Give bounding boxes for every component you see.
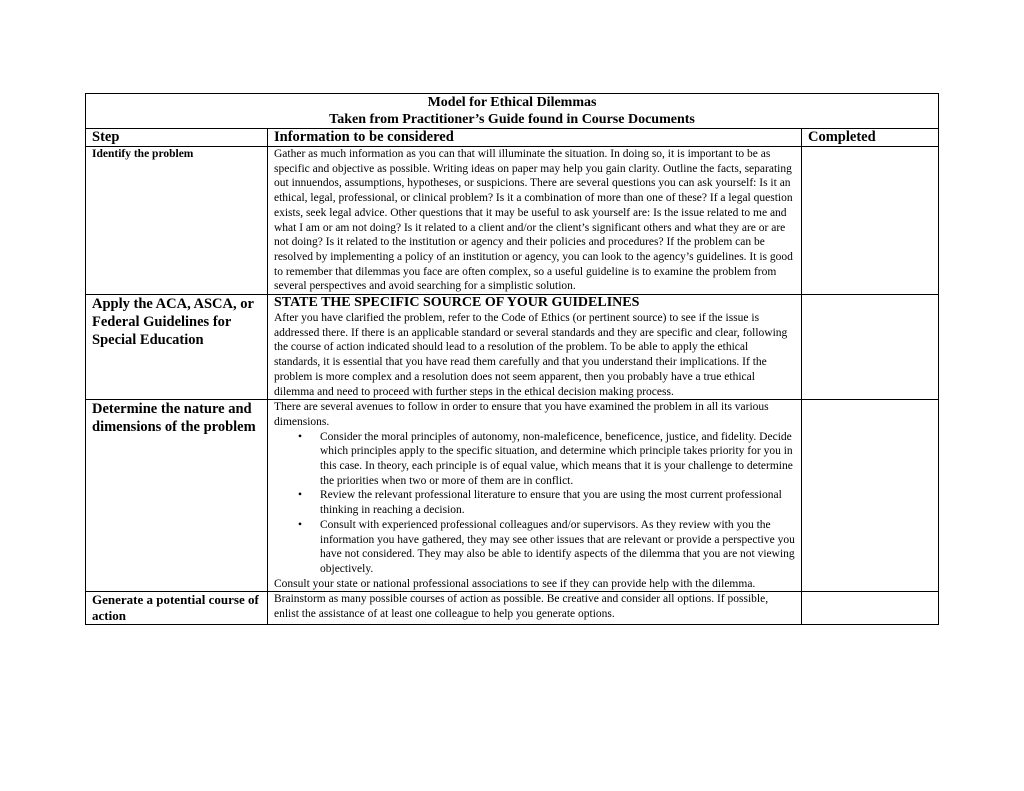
step-identify-problem: Identify the problem [86, 147, 268, 295]
title-row [86, 94, 939, 129]
title-line-2: Taken from Practitioner’s Guide found in Course Documents [329, 112, 695, 127]
title-line-1: Model for Ethical Dilemmas [427, 95, 597, 110]
completed-cell[interactable] [802, 400, 939, 592]
table-row [86, 592, 939, 625]
completed-cell[interactable] [802, 592, 939, 625]
table-row [86, 295, 939, 400]
completed-cell[interactable] [802, 147, 939, 295]
completed-cell[interactable] [802, 295, 939, 400]
info-text: After you have clarified the problem, refer to the Code of Ethics (or pertinent source) to see if the issue is addressed there. If there is an applicable standard or several standards and they are specific and clear, following the course of action indicated should lead to a resolution of the problem. To be able to apply the ethical standards, it is essential that you have read them carefully and that you understand their implications. If the problem is more complex and a resolution does not seem apparent, then you probably have a true ethical dilemma and need to proceed with further steps in the ethical decision making process. [274, 312, 788, 398]
ethical-dilemma-table [85, 93, 939, 625]
info-generate-action [268, 592, 802, 625]
header-completed: Completed [802, 129, 939, 147]
header-step: Step [86, 129, 268, 147]
list-item: • Consider the moral principles of autonomy, non-maleficence, beneficence, justice, and fidelity. Decide which principles apply to the specific situation, and determine which principle takes priority for you in this case. In theory, each principle is of equal value, which means that it is your challenge to determine the priorities when two or more of them are in conflict. [320, 430, 795, 489]
info-identify-problem [268, 147, 802, 295]
table-row [86, 147, 939, 295]
info-outro: Consult your state or national professional associations to see if they can provide help with the dilemma. [274, 577, 756, 590]
header-info: Information to be considered [268, 129, 802, 147]
step-determine-nature: Determine the nature and dimensions of the problem [86, 400, 268, 592]
header-row [86, 129, 939, 147]
list-item: • Consult with experienced professional colleagues and/or supervisors. As they review with you the information you have gathered, they may see other issues that are relevant or provide a perspective you have not considered. They may also be able to identify aspects of the dilemma that you are not viewing objectively. [320, 518, 795, 577]
guidelines-lead: STATE THE SPECIFIC SOURCE OF YOUR GUIDELINES [274, 295, 640, 311]
step-generate-action: Generate a potential course of action [86, 592, 268, 625]
table-row [86, 400, 939, 592]
bullet-list [274, 430, 795, 577]
info-intro: There are several avenues to follow in order to ensure that you have examined the problem in all its various dimensions. [274, 401, 769, 428]
step-apply-guidelines: Apply the ACA, ASCA, or Federal Guidelines for Special Education [86, 295, 268, 400]
info-determine-nature [268, 400, 802, 592]
info-apply-guidelines [268, 295, 802, 400]
table-title [86, 94, 939, 129]
list-item: • Review the relevant professional literature to ensure that you are using the most current professional thinking in reaching a decision. [320, 488, 795, 517]
info-text: Gather as much information as you can that will illuminate the situation. In doing so, it is important to be as specific and objective as possible. Writing ideas on paper may help you gain clarity. Outline the facts, separating out innuendos, assumptions, hypotheses, or suspicions. There are several questions you can ask yourself: Is it an ethical, legal, professional, or clinical problem? Is it a combination of more than one of these? If a legal question exists, seek legal advice. Other questions that it may be useful to ask yourself are: Is the issue related to me and what I am or am not doing? Is it related to a client and/or the client’s significant others and what they are or are not doing? Is it related to the institution or agency and their policies and procedures? If the problem can be resolved by implementing a policy of an institution or agency, you can look to the agency’s guidelines. It is good to remember that dilemmas you face are often complex, so a useful guideline is to examine the problem from several perspectives and avoid searching for a simplistic solution. [274, 148, 793, 293]
info-text: Brainstorm as many possible courses of action as possible. Be creative and consider all options. If possible, enlist the assistance of at least one colleague to help you generate options. [274, 593, 769, 621]
